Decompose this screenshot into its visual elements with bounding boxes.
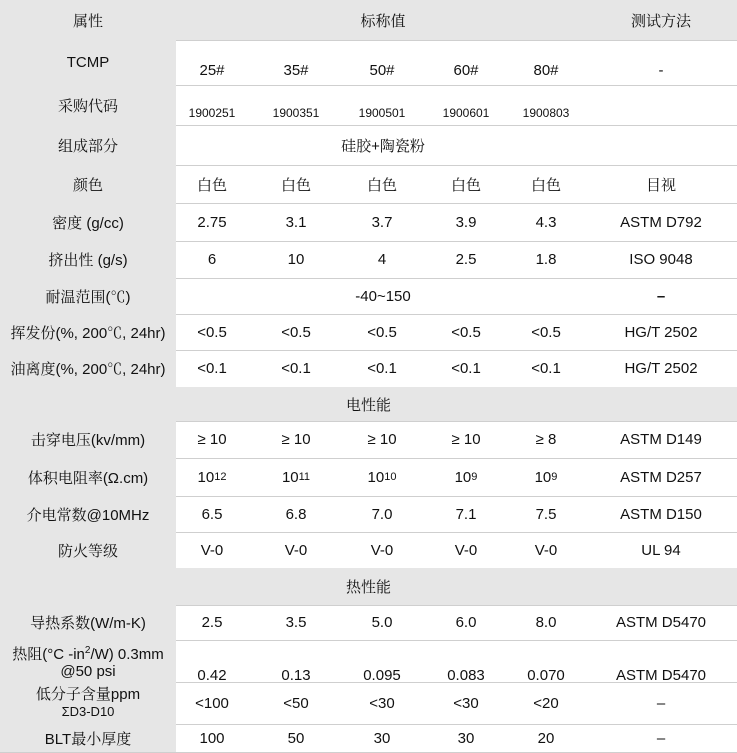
cell-value: V-0 xyxy=(370,541,394,559)
cell-value: 50# xyxy=(369,62,395,79)
cell-value: V-0 xyxy=(200,541,224,559)
cell-method: UL 94 xyxy=(641,541,681,559)
cell-value: <30 xyxy=(453,694,479,712)
cell-value: 7.1 xyxy=(455,505,477,523)
cell-value: 80# xyxy=(533,62,559,79)
cell-value: ≥ 10 xyxy=(451,431,481,448)
cell-value: <0.5 xyxy=(367,323,397,341)
cell-value: 6.0 xyxy=(455,614,477,631)
power-base: 10 xyxy=(367,468,385,486)
row-label xyxy=(0,682,176,724)
cell-method: – xyxy=(656,729,666,747)
cell-value: 7.0 xyxy=(371,505,393,523)
row-label: TCMP xyxy=(0,40,176,93)
cell-value: 白色 xyxy=(450,176,481,194)
cell-value: -40~150 xyxy=(355,287,411,305)
cell-value: <0.5 xyxy=(281,323,311,341)
table-row-volatile xyxy=(0,314,737,351)
cell-value: <0.1 xyxy=(281,360,311,377)
cell-value: <0.1 xyxy=(367,360,397,377)
cell-value: 5.0 xyxy=(371,614,393,631)
cell-value: 6 xyxy=(207,251,217,268)
table-row-color xyxy=(0,165,737,204)
row-label: 颜色 xyxy=(0,165,176,203)
cell-value: 3.7 xyxy=(371,213,393,231)
cell-value: V-0 xyxy=(454,541,478,559)
table-row-resistivity xyxy=(0,458,737,497)
power-exponent: 9 xyxy=(551,471,558,483)
cell-value: 6.8 xyxy=(285,505,307,523)
cell-value: 1900501 xyxy=(358,106,406,120)
table-row-blt xyxy=(0,724,737,753)
cell-value: V-0 xyxy=(284,541,308,559)
row-label-line2: ΣD3-D10 xyxy=(61,704,115,719)
cell-value: 1900251 xyxy=(188,106,236,120)
cell-value: V-0 xyxy=(534,541,558,559)
cell-value: 30 xyxy=(457,729,475,747)
cell-value: 20 xyxy=(537,729,555,747)
label-superscript: 2 xyxy=(84,645,91,656)
row-label-line1: 低分子含量ppm xyxy=(35,686,141,703)
table-row-dielectric xyxy=(0,496,737,533)
table-row-siloxane xyxy=(0,682,737,725)
cell-method: ASTM D792 xyxy=(620,213,702,231)
cell-value: <0.5 xyxy=(531,323,561,341)
section-title: 电性能 xyxy=(345,396,391,414)
cell-value: 30 xyxy=(373,729,391,747)
row-label: 耐温范围(℃) xyxy=(0,278,176,314)
cell-value: 2.75 xyxy=(197,213,227,231)
row-label: 挥发份(%, 200℃, 24hr) xyxy=(0,314,176,350)
cell-value: 25# xyxy=(199,62,225,79)
cell-value: ≥ 10 xyxy=(197,431,227,448)
table-row-composition xyxy=(0,125,737,166)
table-row-flame xyxy=(0,532,737,569)
row-label: 挤出性 (g/s) xyxy=(0,241,176,278)
cell-value: <0.1 xyxy=(451,360,481,377)
cell-value: 1900601 xyxy=(442,106,490,120)
label-part: /W) 0.3mm xyxy=(90,646,164,663)
table-row-temperature xyxy=(0,278,737,315)
cell-method xyxy=(590,85,732,125)
cell-value: 3.1 xyxy=(285,213,307,231)
cell-method: – xyxy=(656,287,666,305)
cell-value: 白色 xyxy=(366,176,397,194)
power-exponent: 12 xyxy=(214,471,227,483)
row-label: 介电常数@10MHz xyxy=(0,496,176,532)
cell-value xyxy=(424,458,508,496)
cell-method: ASTM D149 xyxy=(620,431,702,448)
power-base: 10 xyxy=(534,468,552,486)
cell-value: <20 xyxy=(533,694,559,712)
table-row-conductivity xyxy=(0,605,737,641)
label-part: 热阻(°C -in xyxy=(12,646,85,663)
cell-method: HG/T 2502 xyxy=(624,323,698,341)
header-property: 属性 xyxy=(72,12,103,30)
row-label: 击穿电压(kv/mm) xyxy=(0,421,176,458)
cell-value: <0.5 xyxy=(451,323,481,341)
section-header-electrical xyxy=(0,387,737,422)
table-row-density xyxy=(0,203,737,242)
cell-value: 60# xyxy=(453,62,479,79)
row-label: 体积电阻率(Ω.cm) xyxy=(0,458,176,496)
cell-value: 7.5 xyxy=(535,505,557,523)
cell-value: 6.5 xyxy=(201,505,223,523)
cell-value: 2.5 xyxy=(455,251,477,268)
row-label: 油离度(%, 200℃, 24hr) xyxy=(0,350,176,387)
cell-value: 1.8 xyxy=(535,251,557,268)
cell-value: 2.5 xyxy=(201,614,223,631)
cell-method: 目视 xyxy=(645,176,676,194)
cell-method: ASTM D257 xyxy=(620,468,702,486)
table-row-oil xyxy=(0,350,737,388)
cell-value: ≥ 10 xyxy=(367,431,397,448)
row-label: 密度 (g/cc) xyxy=(0,203,176,241)
power-base: 10 xyxy=(281,468,299,486)
cell-value xyxy=(340,458,424,496)
cell-value: ≥ 8 xyxy=(535,431,557,448)
cell-value: 100 xyxy=(199,729,225,747)
power-base: 10 xyxy=(454,468,472,486)
row-label-line1 xyxy=(12,642,164,663)
table-row-extrusion xyxy=(0,241,737,279)
cell-value: 硅胶+陶瓷粉 xyxy=(341,137,425,155)
section-title: 热性能 xyxy=(345,579,391,596)
cell-method: ASTM D5470 xyxy=(615,614,707,631)
cell-method: – xyxy=(656,694,666,712)
power-exponent: 11 xyxy=(298,471,311,483)
table-header-row xyxy=(0,0,737,41)
cell-value: 白色 xyxy=(530,176,561,194)
cell-value: 0.095 xyxy=(363,666,401,684)
cell-value: 白色 xyxy=(280,176,311,194)
cell-value: 0.083 xyxy=(447,666,485,684)
row-label: 组成部分 xyxy=(0,125,176,165)
section-header-thermal xyxy=(0,568,737,606)
table-row-breakdown xyxy=(0,421,737,459)
row-label: 防火等级 xyxy=(0,532,176,568)
header-method: 测试方法 xyxy=(630,12,691,30)
table-row-tcmp xyxy=(0,40,737,86)
cell-value: 0.42 xyxy=(197,666,227,684)
cell-value: 4.3 xyxy=(535,213,557,231)
cell-value: <50 xyxy=(283,694,309,712)
cell-value: 0.13 xyxy=(281,666,311,684)
cell-value: 1900803 xyxy=(522,106,570,120)
cell-method: HG/T 2502 xyxy=(624,360,698,377)
power-exponent: 9 xyxy=(471,471,478,483)
cell-value: <0.5 xyxy=(197,323,227,341)
cell-method: ASTM D5470 xyxy=(615,666,707,684)
cell-value: 1900351 xyxy=(272,106,320,120)
cell-method: - xyxy=(658,62,664,79)
cell-value: 3.5 xyxy=(285,614,307,631)
cell-value: 3.9 xyxy=(455,213,477,231)
cell-value: <0.1 xyxy=(531,360,561,377)
power-exponent: 10 xyxy=(384,471,397,483)
cell-value xyxy=(176,458,248,496)
cell-value: ≥ 10 xyxy=(281,431,311,448)
cell-value xyxy=(256,458,336,496)
power-base: 10 xyxy=(197,468,215,486)
cell-value xyxy=(508,458,584,496)
row-label-line2: @50 psi xyxy=(60,663,116,680)
cell-value: 白色 xyxy=(196,176,227,194)
cell-value: 50 xyxy=(287,729,305,747)
cell-value: <0.1 xyxy=(197,360,227,377)
header-value: 标称值 xyxy=(360,12,406,30)
cell-method: ISO 9048 xyxy=(629,251,693,268)
cell-method: ASTM D150 xyxy=(620,505,702,523)
cell-value: 4 xyxy=(377,251,387,268)
cell-value: 35# xyxy=(283,62,309,79)
cell-value: <100 xyxy=(195,694,229,712)
cell-value: 8.0 xyxy=(535,614,557,631)
row-label xyxy=(0,640,176,682)
row-label: BLT最小厚度 xyxy=(0,724,176,752)
cell-value: 0.070 xyxy=(527,666,565,684)
cell-value: <30 xyxy=(369,694,395,712)
table-row-code xyxy=(0,85,737,126)
cell-value: 10 xyxy=(287,251,305,268)
row-label: 采购代码 xyxy=(0,85,176,131)
table-row-impedance xyxy=(0,640,737,683)
row-label: 导热系数(W/m-K) xyxy=(0,605,176,640)
